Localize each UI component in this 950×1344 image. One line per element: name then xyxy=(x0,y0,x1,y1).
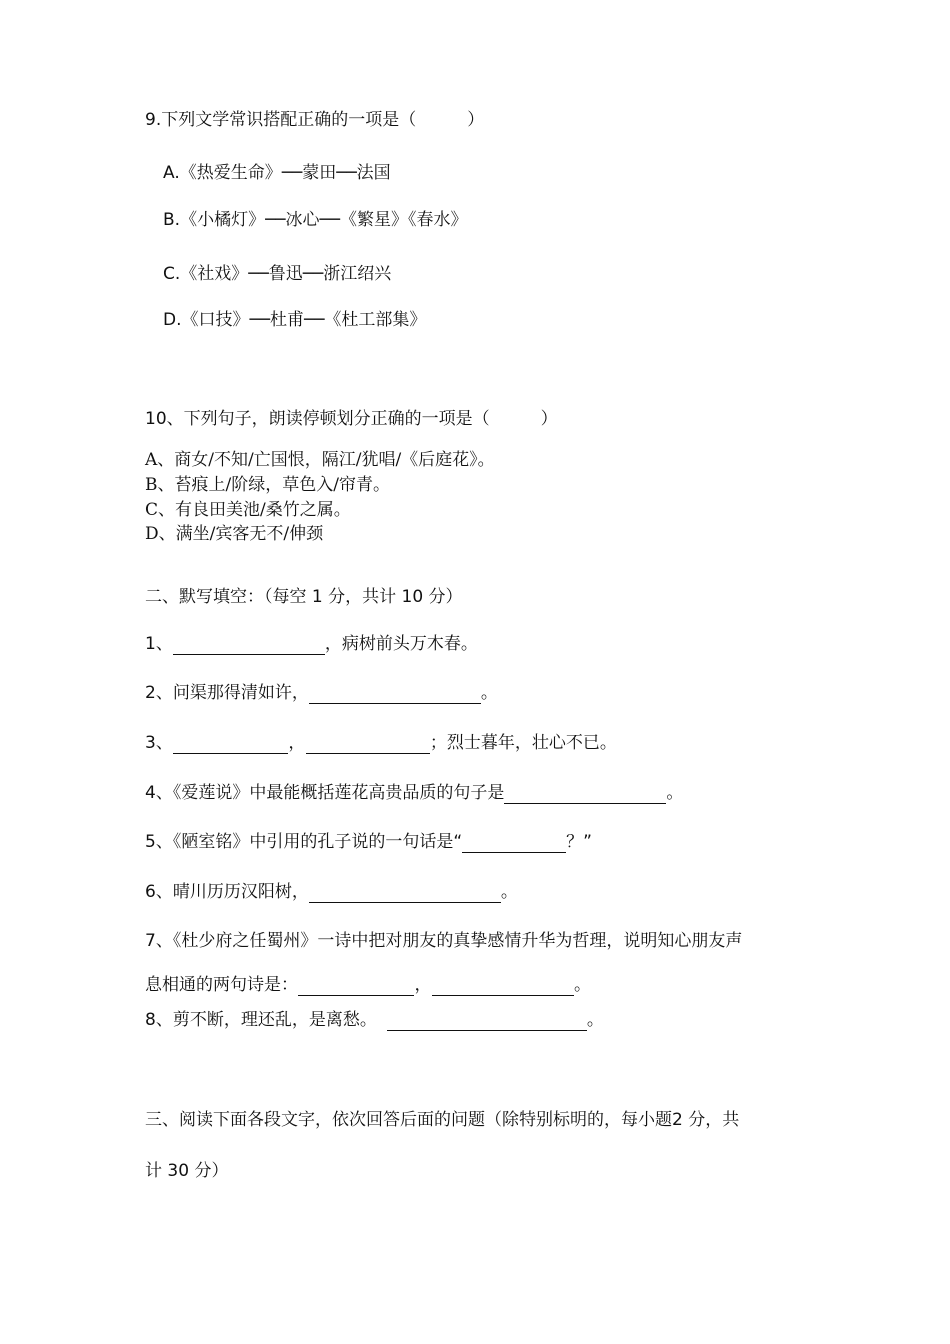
question-9-option-d: D.《口技》──杜甫──《杜工部集》 xyxy=(163,310,427,330)
fill-item-prefix: 6、晴川历历汉阳树， xyxy=(145,882,309,902)
fill-item-7-line-2 xyxy=(145,973,591,997)
fill-item-prefix: 2、问渠那得清如许， xyxy=(145,683,309,703)
answer-blank[interactable] xyxy=(432,975,574,996)
fill-item-prefix: 8、剪不断，理还乱，是离愁。 xyxy=(145,1010,377,1030)
fill-item-prefix: 息相通的两句诗是： xyxy=(145,975,298,995)
answer-blank[interactable] xyxy=(504,783,666,804)
answer-blank[interactable] xyxy=(387,1010,587,1031)
question-10-stem: 10、下列句子，朗读停顿划分正确的一项是（ ） xyxy=(145,409,558,429)
answer-blank[interactable] xyxy=(173,733,288,754)
fill-item-1 xyxy=(145,632,478,656)
fill-item-4 xyxy=(145,781,683,805)
fill-item-suffix: ；烈士暮年，壮心不已。 xyxy=(429,733,617,753)
fill-item-prefix: 5、《陋室铭》中引用的孔子说的一句话是“ xyxy=(145,832,463,852)
fill-item-suffix: 。 xyxy=(586,1010,604,1030)
question-10-option-b: B、苔痕上/阶绿，草色入/帘青。 xyxy=(145,475,390,495)
fill-item-suffix: 。 xyxy=(480,683,498,703)
fill-item-8 xyxy=(145,1008,604,1032)
answer-blank[interactable] xyxy=(173,634,325,655)
fill-item-6 xyxy=(145,880,518,904)
fill-item-2 xyxy=(145,681,498,705)
answer-blank[interactable] xyxy=(309,683,481,704)
fill-item-suffix: ？” xyxy=(566,832,592,852)
fill-item-suffix: 。 xyxy=(500,882,518,902)
section-3-title-line-1: 三、阅读下面各段文字，依次回答后面的问题（除特别标明的，每小题2 分，共 xyxy=(145,1110,740,1130)
question-9-option-a: A.《热爱生命》──蒙田──法国 xyxy=(163,163,391,183)
answer-blank[interactable] xyxy=(298,975,414,996)
fill-item-suffix: 。 xyxy=(574,975,591,995)
fill-item-middle: ， xyxy=(288,733,306,753)
answer-blank[interactable] xyxy=(306,733,430,754)
question-10-option-a: A、商女/不知/亡国恨，隔江/犹唱/《后庭花》。 xyxy=(145,450,495,470)
fill-item-suffix: ，病树前头万木春。 xyxy=(324,634,478,654)
question-10-option-c: C、有良田美池/桑竹之属。 xyxy=(145,500,351,520)
fill-item-prefix: 1、 xyxy=(145,634,173,654)
fill-item-3 xyxy=(145,731,617,755)
fill-item-middle: ， xyxy=(414,975,432,995)
fill-item-7-line-1: 7、《杜少府之任蜀州》一诗中把对朋友的真挚感情升华为哲理，说明知心朋友声 xyxy=(145,931,743,951)
fill-item-prefix: 4、《爱莲说》中最能概括莲花高贵品质的句子是 xyxy=(145,783,505,803)
question-9-option-c: C.《社戏》──鲁迅──浙江绍兴 xyxy=(163,264,392,284)
fill-item-suffix: 。 xyxy=(666,783,684,803)
fill-item-prefix: 3、 xyxy=(145,733,173,753)
answer-blank[interactable] xyxy=(309,882,501,903)
answer-blank[interactable] xyxy=(462,832,566,853)
fill-item-5 xyxy=(145,830,592,854)
section-3-title-line-2: 计 30 分） xyxy=(145,1161,229,1181)
section-2-title: 二、默写填空：（每空 1 分，共计 10 分） xyxy=(145,587,463,607)
question-10-option-d: D、满坐/宾客无不/伸颈 xyxy=(145,524,324,544)
question-9-option-b: B.《小橘灯》──冰心──《繁星》《春水》 xyxy=(163,210,468,230)
question-9-stem: 9.下列文学常识搭配正确的一项是（ ） xyxy=(145,110,485,130)
